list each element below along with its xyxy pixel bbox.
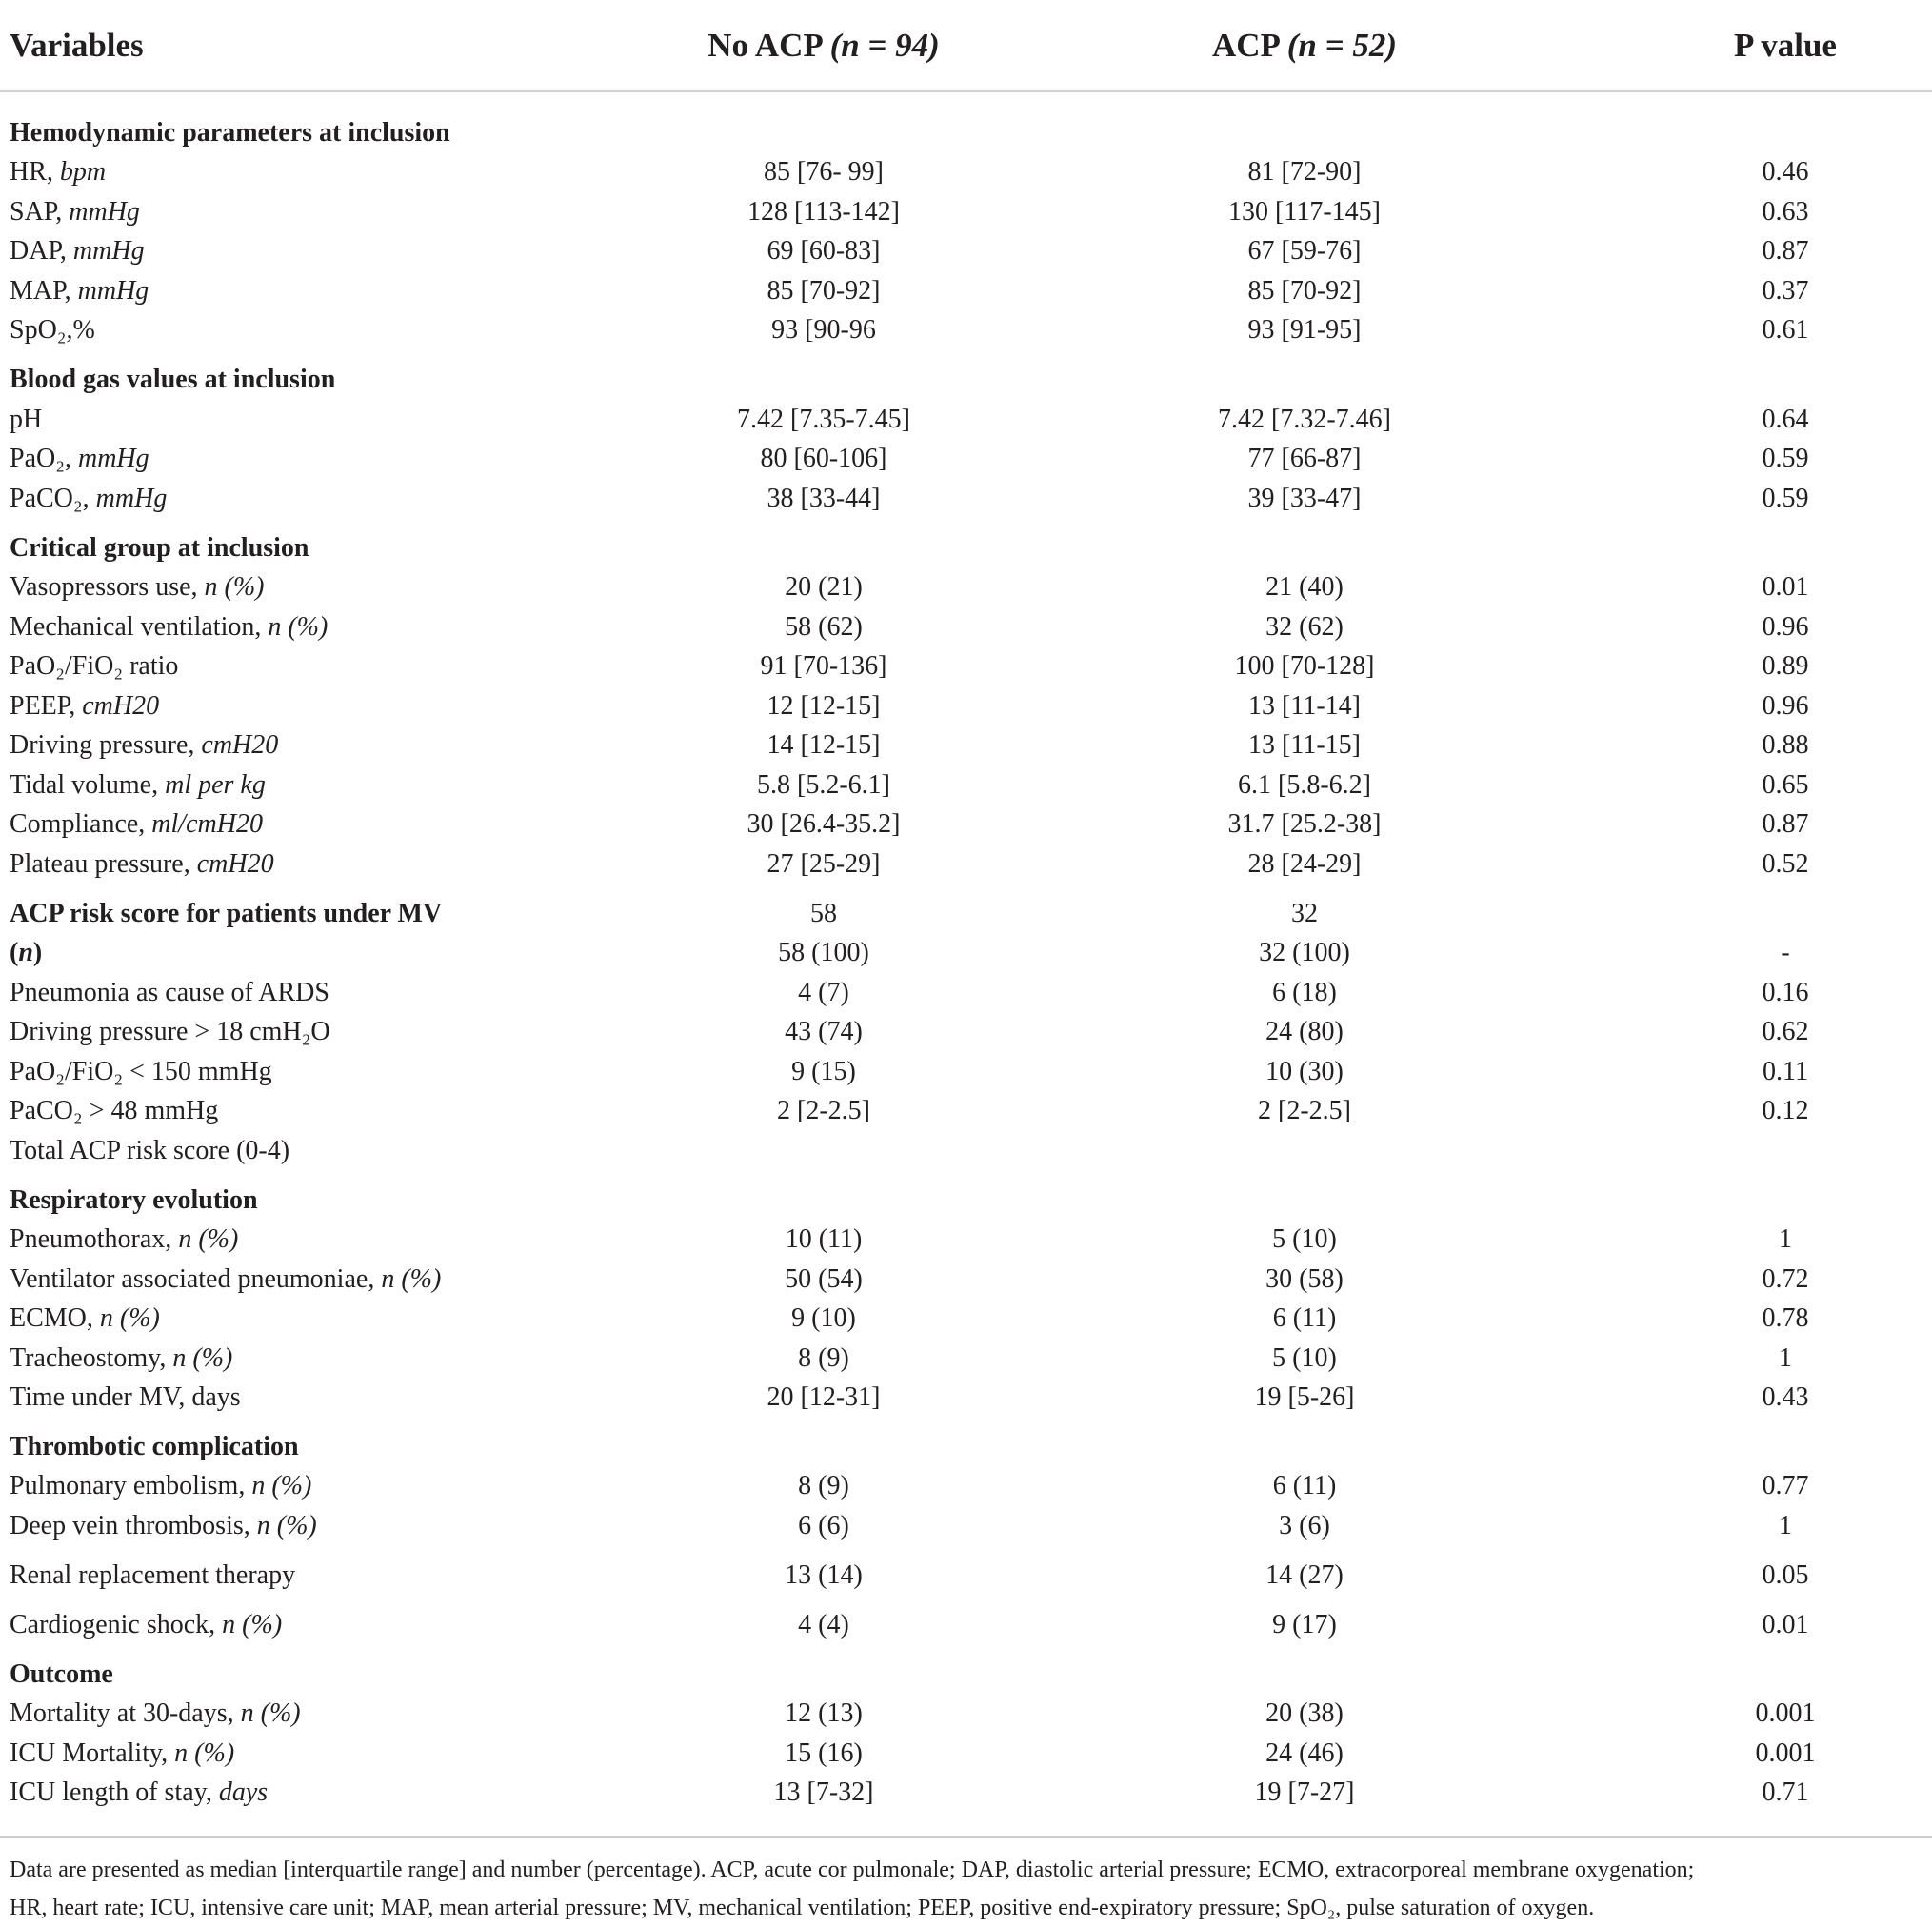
cell-acp: 20 (38) bbox=[1265, 1699, 1344, 1728]
table-row bbox=[0, 933, 1932, 973]
cell-p-value: 0.16 bbox=[1762, 978, 1809, 1007]
row-label: PaCO₂ > 48 mmHg bbox=[10, 1096, 219, 1125]
cell-acp: 32 bbox=[1291, 899, 1318, 928]
row-label: Time under MV, days bbox=[10, 1382, 241, 1412]
section-title: ACP risk score for patients under MV bbox=[10, 899, 443, 928]
table-row bbox=[0, 1466, 1932, 1506]
table-row bbox=[0, 439, 1932, 479]
cell-no-acp: 12 [12-15] bbox=[767, 691, 881, 721]
cell-no-acp: 50 (54) bbox=[785, 1264, 863, 1294]
cell-p-value: 0.05 bbox=[1762, 1560, 1809, 1590]
cell-acp: 13 [11-15] bbox=[1248, 730, 1361, 760]
section-title: Respiratory evolution bbox=[10, 1185, 258, 1215]
table-row bbox=[0, 844, 1932, 884]
cell-acp: 2 [2-2.5] bbox=[1258, 1096, 1351, 1125]
cell-p-value: 0.78 bbox=[1762, 1303, 1809, 1333]
cell-acp: 130 [117-145] bbox=[1228, 197, 1381, 227]
cell-acp: 10 (30) bbox=[1265, 1057, 1344, 1086]
cell-no-acp: 128 [113-142] bbox=[747, 197, 900, 227]
cell-acp: 6 (18) bbox=[1272, 978, 1337, 1007]
section-blood-gas bbox=[0, 360, 1932, 400]
section-respiratory-evolution bbox=[0, 1181, 1932, 1221]
cell-acp: 5 (10) bbox=[1272, 1343, 1337, 1373]
cell-p-value: 0.77 bbox=[1762, 1471, 1809, 1500]
cell-p-value: 0.62 bbox=[1762, 1017, 1809, 1046]
table-row bbox=[0, 686, 1932, 726]
row-label: PaCO₂, mmHg bbox=[10, 484, 168, 513]
row-label: Tidal volume, ml per kg bbox=[10, 770, 266, 800]
cell-acp: 7.42 [7.32-7.46] bbox=[1218, 405, 1391, 434]
cell-acp: 39 [33-47] bbox=[1247, 484, 1362, 513]
section-title: Thrombotic complication bbox=[10, 1432, 299, 1461]
table-footnote bbox=[0, 1836, 1932, 1927]
cell-acp: 31.7 [25.2-38] bbox=[1227, 809, 1382, 839]
cell-p-value: 0.001 bbox=[1755, 1738, 1816, 1768]
cell-acp: 32 (100) bbox=[1259, 938, 1350, 967]
cell-p-value: 1 bbox=[1779, 1224, 1792, 1254]
cell-no-acp: 58 (62) bbox=[785, 612, 863, 642]
row-label: PaO₂/FiO₂ < 150 mmHg bbox=[10, 1057, 272, 1086]
row-label: SAP, mmHg bbox=[10, 197, 140, 227]
row-label: Deep vein thrombosis, n (%) bbox=[10, 1511, 317, 1540]
cell-no-acp: 8 (9) bbox=[798, 1471, 849, 1500]
cell-acp: 85 [70-92] bbox=[1247, 276, 1362, 306]
cell-acp: 19 [5-26] bbox=[1254, 1382, 1355, 1412]
cell-no-acp: 10 (11) bbox=[785, 1224, 863, 1254]
table-row bbox=[0, 1605, 1932, 1645]
cell-no-acp: 9 (10) bbox=[791, 1303, 856, 1333]
cell-acp: 6 (11) bbox=[1272, 1303, 1337, 1333]
cell-acp: 5 (10) bbox=[1272, 1224, 1337, 1254]
row-label: Pneumonia as cause of ARDS bbox=[10, 978, 329, 1007]
cell-no-acp: 7.42 [7.35-7.45] bbox=[737, 405, 910, 434]
cell-no-acp: 12 (13) bbox=[785, 1699, 863, 1728]
cell-acp: 21 (40) bbox=[1265, 572, 1344, 602]
cell-p-value: 0.65 bbox=[1762, 770, 1809, 800]
table-row bbox=[0, 1220, 1932, 1260]
cell-p-value: 0.59 bbox=[1762, 484, 1809, 513]
section-title: Hemodynamic parameters at inclusion bbox=[10, 118, 450, 148]
cell-no-acp: 20 [12-31] bbox=[767, 1382, 881, 1412]
cell-acp: 6 (11) bbox=[1272, 1471, 1337, 1500]
row-label: Pulmonary embolism, n (%) bbox=[10, 1471, 312, 1500]
table-row bbox=[0, 1131, 1932, 1171]
header-variables: Variables bbox=[10, 27, 144, 64]
cell-acp: 32 (62) bbox=[1265, 612, 1344, 642]
cell-no-acp: 20 (21) bbox=[785, 572, 863, 602]
cell-no-acp: 13 [7-32] bbox=[773, 1778, 874, 1807]
cell-acp: 30 (58) bbox=[1265, 1264, 1344, 1294]
cell-p-value: 0.88 bbox=[1762, 730, 1809, 760]
cell-p-value: 0.63 bbox=[1762, 197, 1809, 227]
cell-p-value: 0.64 bbox=[1762, 405, 1809, 434]
table-row bbox=[0, 607, 1932, 647]
cell-p-value: 0.87 bbox=[1762, 809, 1809, 839]
table-row bbox=[0, 1052, 1932, 1092]
cell-no-acp: 38 [33-44] bbox=[767, 484, 881, 513]
cell-p-value: 1 bbox=[1779, 1511, 1792, 1540]
section-title: Blood gas values at inclusion bbox=[10, 365, 336, 394]
row-label: Mortality at 30-days, n (%) bbox=[10, 1699, 301, 1728]
section-critical-group bbox=[0, 528, 1932, 568]
cell-p-value: 0.61 bbox=[1762, 315, 1809, 345]
cell-acp: 19 [7-27] bbox=[1254, 1778, 1355, 1807]
row-label: ICU length of stay, days bbox=[10, 1778, 269, 1807]
cell-p-value: 0.001 bbox=[1755, 1699, 1816, 1728]
row-label: (n) bbox=[10, 938, 43, 967]
cell-acp: 93 [91-95] bbox=[1247, 315, 1362, 345]
cell-no-acp: 4 (7) bbox=[798, 978, 849, 1007]
cell-p-value: 1 bbox=[1779, 1343, 1792, 1373]
cell-p-value: 0.96 bbox=[1762, 612, 1809, 642]
cell-no-acp: 30 [26.4-35.2] bbox=[747, 809, 901, 839]
row-label: Total ACP risk score (0-4) bbox=[10, 1136, 290, 1165]
cell-no-acp: 43 (74) bbox=[785, 1017, 863, 1046]
cell-acp: 13 [11-14] bbox=[1248, 691, 1361, 721]
table-row bbox=[0, 973, 1932, 1013]
row-label: Plateau pressure, cmH20 bbox=[10, 849, 274, 879]
header-acp: ACP (n = 52) bbox=[1212, 27, 1397, 64]
table-row bbox=[0, 1506, 1932, 1546]
row-label: PaO₂/FiO₂ ratio bbox=[10, 651, 179, 681]
cell-acp: 3 (6) bbox=[1279, 1511, 1330, 1540]
section-title: Critical group at inclusion bbox=[10, 533, 309, 563]
row-label: PEEP, cmH20 bbox=[10, 691, 160, 721]
row-label: Driving pressure > 18 cmH₂O bbox=[10, 1017, 330, 1046]
cell-p-value: 0.11 bbox=[1763, 1057, 1808, 1086]
footnote-line: Data are presented as median [interquartile range] and number (percentage). ACP, acute cor pulmonale; DAP, diastolic arterial pressure; ECMO, extracorporeal membrane oxygenation; bbox=[10, 1857, 1695, 1882]
cell-no-acp: 6 (6) bbox=[798, 1511, 849, 1540]
table-row bbox=[0, 1012, 1932, 1052]
cell-no-acp: 14 [12-15] bbox=[767, 730, 881, 760]
cell-no-acp: 13 (14) bbox=[785, 1560, 863, 1590]
section-acp-risk-score bbox=[0, 894, 1932, 934]
table-row bbox=[0, 567, 1932, 607]
cell-acp: 6.1 [5.8-6.2] bbox=[1238, 770, 1371, 800]
row-label: Vasopressors use, n (%) bbox=[10, 572, 265, 602]
row-label: DAP, mmHg bbox=[10, 236, 145, 266]
cell-no-acp: 15 (16) bbox=[785, 1738, 863, 1768]
cell-no-acp: 69 [60-83] bbox=[767, 236, 881, 266]
header-no-acp: No ACP (n = 94) bbox=[707, 27, 940, 64]
cell-p-value: 0.71 bbox=[1762, 1778, 1809, 1807]
cell-p-value: 0.01 bbox=[1762, 572, 1809, 602]
table-row bbox=[0, 192, 1932, 232]
header-p-value: P value bbox=[1734, 27, 1837, 64]
footnote-line: HR, heart rate; ICU, intensive care unit; MAP, mean arterial pressure; MV, mechanical ventilation; PEEP, positive end-expiratory pressure; SpO₂, pulse saturation of oxygen. bbox=[10, 1896, 1595, 1920]
cell-no-acp: 93 [90-96 bbox=[771, 315, 876, 345]
section-outcome bbox=[0, 1655, 1932, 1695]
cell-acp: 9 (17) bbox=[1272, 1610, 1337, 1639]
cell-no-acp: 27 [25-29] bbox=[767, 849, 881, 879]
cell-no-acp: 4 (4) bbox=[798, 1610, 849, 1639]
table-row bbox=[0, 1556, 1932, 1596]
table-row bbox=[0, 479, 1932, 519]
table-row bbox=[0, 1734, 1932, 1774]
cell-no-acp: 91 [70-136] bbox=[760, 651, 887, 681]
table-header bbox=[0, 0, 1932, 92]
cell-no-acp: 5.8 [5.2-6.1] bbox=[757, 770, 890, 800]
row-label: ICU Mortality, n (%) bbox=[10, 1738, 235, 1768]
row-label: Ventilator associated pneumoniae, n (%) bbox=[10, 1264, 442, 1294]
row-label: ECMO, n (%) bbox=[10, 1303, 160, 1333]
table-row bbox=[0, 1773, 1932, 1813]
cell-no-acp: 85 [76- 99] bbox=[764, 157, 884, 187]
table-row bbox=[0, 646, 1932, 686]
cell-p-value: 0.46 bbox=[1762, 157, 1809, 187]
cell-no-acp: 8 (9) bbox=[798, 1343, 849, 1373]
cell-acp: 67 [59-76] bbox=[1247, 236, 1362, 266]
cell-p-value: 0.43 bbox=[1762, 1382, 1809, 1412]
cell-no-acp: 80 [60-106] bbox=[760, 444, 887, 473]
cell-acp: 28 [24-29] bbox=[1247, 849, 1362, 879]
cell-p-value: 0.52 bbox=[1762, 849, 1809, 879]
table-row bbox=[0, 231, 1932, 271]
cell-acp: 24 (80) bbox=[1265, 1017, 1344, 1046]
table-row bbox=[0, 152, 1932, 192]
table-row bbox=[0, 400, 1932, 440]
cell-p-value: 0.87 bbox=[1762, 236, 1809, 266]
cell-no-acp: 85 [70-92] bbox=[767, 276, 881, 306]
row-label: MAP, mmHg bbox=[10, 276, 149, 306]
cell-acp: 77 [66-87] bbox=[1247, 444, 1362, 473]
cell-acp: 24 (46) bbox=[1265, 1738, 1344, 1768]
cell-p-value: 0.59 bbox=[1762, 444, 1809, 473]
cell-p-value: 0.37 bbox=[1762, 276, 1809, 306]
table-row bbox=[0, 805, 1932, 844]
cell-acp: 81 [72-90] bbox=[1247, 157, 1362, 187]
cell-acp: 100 [70-128] bbox=[1234, 651, 1375, 681]
row-label: Cardiogenic shock, n (%) bbox=[10, 1610, 283, 1639]
cell-no-acp: 9 (15) bbox=[791, 1057, 856, 1086]
cell-p-value: 0.01 bbox=[1762, 1610, 1809, 1639]
cell-no-acp: 58 (100) bbox=[778, 938, 869, 967]
table-row bbox=[0, 1091, 1932, 1131]
table-row bbox=[0, 725, 1932, 765]
row-label: PaO₂, mmHg bbox=[10, 444, 149, 473]
cell-acp: 14 (27) bbox=[1265, 1560, 1344, 1590]
table-row bbox=[0, 1378, 1932, 1418]
cell-p-value: 0.96 bbox=[1762, 691, 1809, 721]
table-row bbox=[0, 1694, 1932, 1734]
section-title: Outcome bbox=[10, 1659, 113, 1689]
row-label: Compliance, ml/cmH20 bbox=[10, 809, 263, 839]
cell-p-value: 0.89 bbox=[1762, 651, 1809, 681]
table-row bbox=[0, 765, 1932, 805]
row-label: Renal replacement therapy bbox=[10, 1560, 296, 1590]
row-label: Tracheostomy, n (%) bbox=[10, 1343, 233, 1373]
section-thrombotic bbox=[0, 1427, 1932, 1467]
row-label: HR, bpm bbox=[10, 157, 107, 187]
table-row bbox=[0, 310, 1932, 350]
row-label: Mechanical ventilation, n (%) bbox=[10, 612, 329, 642]
cell-no-acp: 58 bbox=[810, 899, 837, 928]
table-row bbox=[0, 1260, 1932, 1300]
row-label: SpO₂,% bbox=[10, 315, 95, 345]
row-label: pH bbox=[10, 405, 43, 434]
row-label: Driving pressure, cmH20 bbox=[10, 730, 279, 760]
cell-p-value: 0.72 bbox=[1762, 1264, 1809, 1294]
table-row bbox=[0, 1299, 1932, 1339]
row-label: Pneumothorax, n (%) bbox=[10, 1224, 239, 1254]
cell-p-value: - bbox=[1781, 938, 1790, 967]
cell-p-value: 0.12 bbox=[1762, 1096, 1809, 1125]
table-row bbox=[0, 271, 1932, 311]
cell-no-acp: 2 [2-2.5] bbox=[777, 1096, 870, 1125]
table-row bbox=[0, 1339, 1932, 1379]
section-hemodynamic bbox=[0, 113, 1932, 153]
